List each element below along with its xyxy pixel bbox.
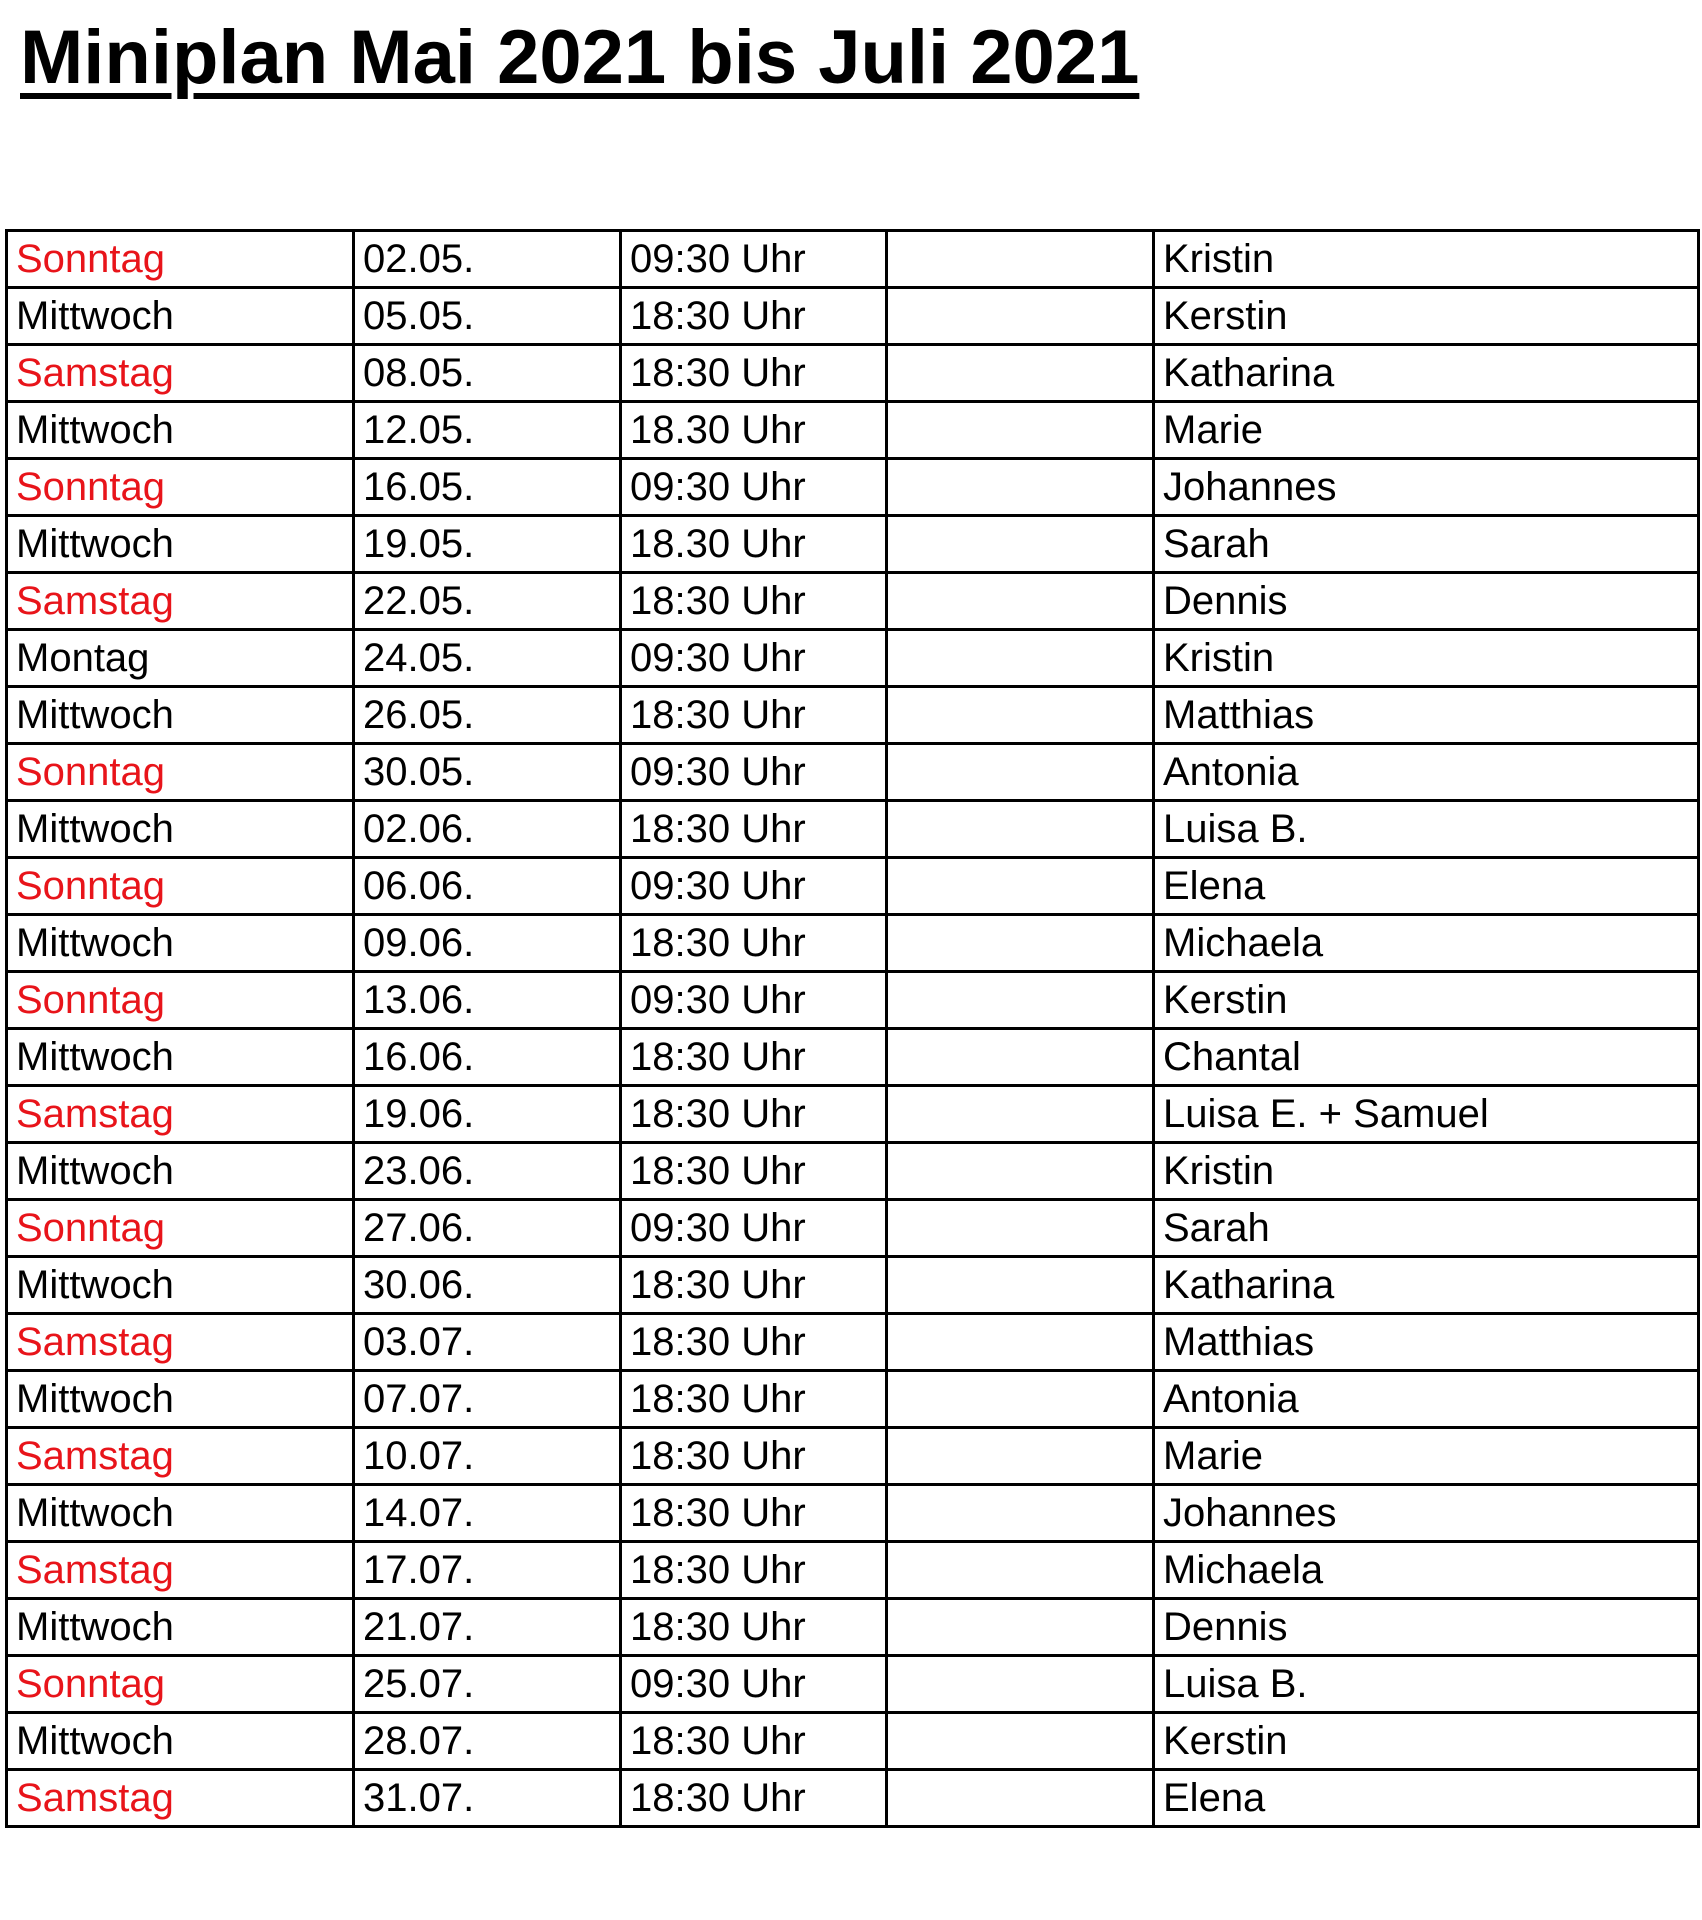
time-cell: 18:30 Uhr [621, 915, 887, 972]
time-cell: 18:30 Uhr [621, 573, 887, 630]
server-name-cell: Dennis [1154, 573, 1699, 630]
empty-cell [887, 1086, 1154, 1143]
empty-cell [887, 1143, 1154, 1200]
server-name-cell: Matthias [1154, 687, 1699, 744]
time-cell: 18:30 Uhr [621, 1143, 887, 1200]
day-cell: Sonntag [7, 231, 354, 288]
day-cell: Mittwoch [7, 1029, 354, 1086]
date-cell: 09.06. [354, 915, 621, 972]
schedule-table [5, 229, 1700, 1828]
day-cell: Samstag [7, 1770, 354, 1827]
server-name-cell: Antonia [1154, 1371, 1699, 1428]
table-row [7, 1542, 1699, 1599]
server-name-cell: Elena [1154, 858, 1699, 915]
empty-cell [887, 801, 1154, 858]
day-cell: Mittwoch [7, 687, 354, 744]
server-name-cell: Kerstin [1154, 1713, 1699, 1770]
day-cell: Samstag [7, 1428, 354, 1485]
date-cell: 08.05. [354, 345, 621, 402]
server-name-cell: Kerstin [1154, 288, 1699, 345]
empty-cell [887, 345, 1154, 402]
server-name-cell: Sarah [1154, 516, 1699, 573]
time-cell: 18:30 Uhr [621, 1257, 887, 1314]
table-row [7, 459, 1699, 516]
time-cell: 18:30 Uhr [621, 345, 887, 402]
schedule-table-body [7, 231, 1699, 1827]
empty-cell [887, 1542, 1154, 1599]
table-row [7, 402, 1699, 459]
table-row [7, 1257, 1699, 1314]
date-cell: 19.05. [354, 516, 621, 573]
day-cell: Sonntag [7, 858, 354, 915]
time-cell: 18:30 Uhr [621, 1485, 887, 1542]
time-cell: 09:30 Uhr [621, 972, 887, 1029]
day-cell: Mittwoch [7, 915, 354, 972]
empty-cell [887, 972, 1154, 1029]
time-cell: 18.30 Uhr [621, 402, 887, 459]
day-cell: Sonntag [7, 1656, 354, 1713]
table-row [7, 516, 1699, 573]
server-name-cell: Kristin [1154, 630, 1699, 687]
date-cell: 16.06. [354, 1029, 621, 1086]
date-cell: 23.06. [354, 1143, 621, 1200]
server-name-cell: Kristin [1154, 1143, 1699, 1200]
day-cell: Sonntag [7, 459, 354, 516]
server-name-cell: Kerstin [1154, 972, 1699, 1029]
server-name-cell: Antonia [1154, 744, 1699, 801]
time-cell: 09:30 Uhr [621, 1656, 887, 1713]
date-cell: 16.05. [354, 459, 621, 516]
table-row [7, 1200, 1699, 1257]
table-row [7, 1485, 1699, 1542]
time-cell: 09:30 Uhr [621, 858, 887, 915]
server-name-cell: Luisa B. [1154, 1656, 1699, 1713]
date-cell: 07.07. [354, 1371, 621, 1428]
time-cell: 09:30 Uhr [621, 231, 887, 288]
date-cell: 21.07. [354, 1599, 621, 1656]
date-cell: 13.06. [354, 972, 621, 1029]
empty-cell [887, 915, 1154, 972]
day-cell: Mittwoch [7, 402, 354, 459]
day-cell: Mittwoch [7, 1143, 354, 1200]
empty-cell [887, 1656, 1154, 1713]
date-cell: 14.07. [354, 1485, 621, 1542]
time-cell: 09:30 Uhr [621, 630, 887, 687]
empty-cell [887, 1485, 1154, 1542]
day-cell: Samstag [7, 345, 354, 402]
date-cell: 27.06. [354, 1200, 621, 1257]
date-cell: 24.05. [354, 630, 621, 687]
table-row [7, 1713, 1699, 1770]
day-cell: Samstag [7, 573, 354, 630]
table-row [7, 1314, 1699, 1371]
time-cell: 18:30 Uhr [621, 288, 887, 345]
day-cell: Samstag [7, 1542, 354, 1599]
empty-cell [887, 1428, 1154, 1485]
server-name-cell: Katharina [1154, 1257, 1699, 1314]
date-cell: 17.07. [354, 1542, 621, 1599]
server-name-cell: Chantal [1154, 1029, 1699, 1086]
table-row [7, 630, 1699, 687]
empty-cell [887, 1257, 1154, 1314]
server-name-cell: Kristin [1154, 231, 1699, 288]
date-cell: 02.06. [354, 801, 621, 858]
table-row [7, 1770, 1699, 1827]
day-cell: Mittwoch [7, 1599, 354, 1656]
table-row [7, 687, 1699, 744]
server-name-cell: Katharina [1154, 345, 1699, 402]
date-cell: 12.05. [354, 402, 621, 459]
server-name-cell: Michaela [1154, 915, 1699, 972]
empty-cell [887, 459, 1154, 516]
page-title: Miniplan Mai 2021 bis Juli 2021 [20, 15, 1140, 100]
server-name-cell: Dennis [1154, 1599, 1699, 1656]
date-cell: 31.07. [354, 1770, 621, 1827]
date-cell: 30.06. [354, 1257, 621, 1314]
table-row [7, 1143, 1699, 1200]
date-cell: 28.07. [354, 1713, 621, 1770]
table-row [7, 288, 1699, 345]
time-cell: 18:30 Uhr [621, 1542, 887, 1599]
table-row [7, 801, 1699, 858]
time-cell: 18:30 Uhr [621, 687, 887, 744]
empty-cell [887, 744, 1154, 801]
date-cell: 30.05. [354, 744, 621, 801]
empty-cell [887, 516, 1154, 573]
server-name-cell: Luisa E. + Samuel [1154, 1086, 1699, 1143]
day-cell: Samstag [7, 1086, 354, 1143]
time-cell: 18:30 Uhr [621, 801, 887, 858]
time-cell: 18.30 Uhr [621, 516, 887, 573]
table-row [7, 1656, 1699, 1713]
empty-cell [887, 858, 1154, 915]
table-row [7, 573, 1699, 630]
server-name-cell: Johannes [1154, 459, 1699, 516]
empty-cell [887, 1314, 1154, 1371]
empty-cell [887, 1713, 1154, 1770]
day-cell: Mittwoch [7, 1713, 354, 1770]
day-cell: Montag [7, 630, 354, 687]
table-row [7, 972, 1699, 1029]
table-row [7, 1029, 1699, 1086]
server-name-cell: Sarah [1154, 1200, 1699, 1257]
server-name-cell: Johannes [1154, 1485, 1699, 1542]
empty-cell [887, 687, 1154, 744]
day-cell: Sonntag [7, 744, 354, 801]
time-cell: 18:30 Uhr [621, 1314, 887, 1371]
empty-cell [887, 402, 1154, 459]
table-row [7, 1428, 1699, 1485]
server-name-cell: Luisa B. [1154, 801, 1699, 858]
empty-cell [887, 573, 1154, 630]
time-cell: 18:30 Uhr [621, 1599, 887, 1656]
table-row [7, 345, 1699, 402]
table-row [7, 915, 1699, 972]
date-cell: 19.06. [354, 1086, 621, 1143]
day-cell: Mittwoch [7, 1257, 354, 1314]
time-cell: 18:30 Uhr [621, 1770, 887, 1827]
server-name-cell: Elena [1154, 1770, 1699, 1827]
day-cell: Samstag [7, 1314, 354, 1371]
date-cell: 03.07. [354, 1314, 621, 1371]
date-cell: 05.05. [354, 288, 621, 345]
date-cell: 26.05. [354, 687, 621, 744]
server-name-cell: Matthias [1154, 1314, 1699, 1371]
empty-cell [887, 630, 1154, 687]
date-cell: 25.07. [354, 1656, 621, 1713]
table-row [7, 858, 1699, 915]
time-cell: 18:30 Uhr [621, 1713, 887, 1770]
server-name-cell: Marie [1154, 1428, 1699, 1485]
date-cell: 22.05. [354, 573, 621, 630]
time-cell: 18:30 Uhr [621, 1029, 887, 1086]
day-cell: Mittwoch [7, 801, 354, 858]
table-row [7, 1371, 1699, 1428]
time-cell: 18:30 Uhr [621, 1428, 887, 1485]
day-cell: Mittwoch [7, 516, 354, 573]
day-cell: Sonntag [7, 972, 354, 1029]
table-row [7, 231, 1699, 288]
day-cell: Mittwoch [7, 1371, 354, 1428]
empty-cell [887, 1200, 1154, 1257]
day-cell: Mittwoch [7, 288, 354, 345]
day-cell: Sonntag [7, 1200, 354, 1257]
time-cell: 18:30 Uhr [621, 1086, 887, 1143]
time-cell: 09:30 Uhr [621, 744, 887, 801]
server-name-cell: Marie [1154, 402, 1699, 459]
day-cell: Mittwoch [7, 1485, 354, 1542]
time-cell: 18:30 Uhr [621, 1371, 887, 1428]
table-row [7, 1086, 1699, 1143]
date-cell: 06.06. [354, 858, 621, 915]
server-name-cell: Michaela [1154, 1542, 1699, 1599]
time-cell: 09:30 Uhr [621, 1200, 887, 1257]
empty-cell [887, 288, 1154, 345]
time-cell: 09:30 Uhr [621, 459, 887, 516]
empty-cell [887, 1371, 1154, 1428]
empty-cell [887, 1029, 1154, 1086]
date-cell: 10.07. [354, 1428, 621, 1485]
empty-cell [887, 231, 1154, 288]
table-row [7, 1599, 1699, 1656]
table-row [7, 744, 1699, 801]
empty-cell [887, 1599, 1154, 1656]
empty-cell [887, 1770, 1154, 1827]
date-cell: 02.05. [354, 231, 621, 288]
